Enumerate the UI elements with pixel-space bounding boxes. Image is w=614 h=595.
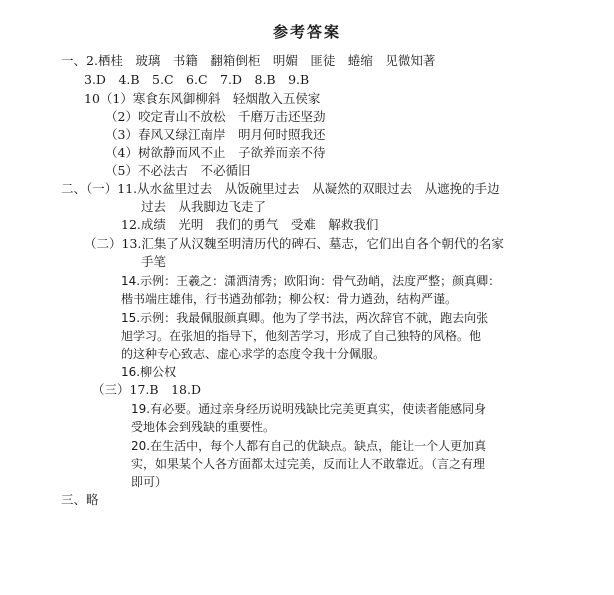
answer-line-q14-cont: 楷书端庄雄伟，行书遒劲郁勃；柳公权：骨力遒劲，结构严谨。 bbox=[121, 292, 458, 306]
answer-line-q14: 14.示例：王羲之：潇洒清秀；欧阳询：骨气劲峭，法度严整；颜真卿： bbox=[121, 274, 501, 288]
answer-line-q10-5: （5）不必法古 不必循旧 bbox=[105, 163, 251, 178]
answer-line-q12: 12.成绩 光明 我们的勇气 受难 解救我们 bbox=[121, 217, 379, 232]
answer-line-q17-18: （三）17.B 18.D bbox=[92, 382, 201, 397]
answer-line-q10-4: （4）树欲静而风不止 子欲养而亲不待 bbox=[105, 145, 326, 160]
answer-line-q15-cont2: 的这种专心致志、虚心求学的态度令我十分佩服。 bbox=[121, 347, 386, 361]
answer-line-q13-cont: 手笔 bbox=[141, 254, 167, 269]
answer-line-q15-cont1: 旭学习。在张旭的指导下，他刻苦学习，形成了自己独特的风格。他 bbox=[121, 329, 482, 343]
page-title: 参考答案 bbox=[272, 23, 341, 41]
answer-line-q16: 16.柳公权 bbox=[121, 365, 177, 379]
answer-line-q11: 二、（一）11.从水盆里过去 从饭碗里过去 从凝然的双眼过去 从遮挽的手边 bbox=[61, 181, 500, 196]
answer-line-q13: （二）13.汇集了从汉魏至明清历代的碑石、墓志，它们出自各个朝代的名家 bbox=[84, 236, 504, 251]
answer-line-q19: 19.有必要。通过亲身经历说明残缺比完美更真实，使读者能感同身 bbox=[131, 402, 487, 416]
answer-line-q10-2: （2）咬定青山不放松 千磨万击还坚劲 bbox=[105, 109, 326, 124]
answer-line-section3: 三、略 bbox=[61, 492, 99, 507]
answer-line-q20-cont2: 即可） bbox=[131, 475, 168, 489]
answer-line-q20: 20.在生活中，每个人都有自己的优缺点。缺点，能让一个人更加真 bbox=[131, 439, 487, 453]
answer-line-q15: 15.示例：我最佩服颜真卿。他为了学书法，两次辞官不就，跑去向张 bbox=[121, 311, 489, 325]
answer-line-q10-1: 10（1）寒食东风御柳斜 轻烟散入五侯家 bbox=[84, 91, 321, 106]
answer-line-q2: 一、2.栖桂 玻璃 书籍 翻箱倒柜 明媚 匪徒 蜷缩 见微知著 bbox=[61, 53, 436, 68]
answer-line-q11-cont: 过去 从我脚边飞走了 bbox=[141, 199, 267, 214]
answer-line-q19-cont: 受地体会到残缺的重要性。 bbox=[131, 420, 276, 434]
answer-line-q20-cont1: 实，如果某个人各方面都太过完美，反而让人不敢靠近。（言之有理 bbox=[131, 457, 486, 471]
answer-line-q10-3: （3）春风又绿江南岸 明月何时照我还 bbox=[105, 127, 326, 142]
answer-line-q3-9: 3.D 4.B 5.C 6.C 7.D 8.B 9.B bbox=[84, 72, 310, 87]
